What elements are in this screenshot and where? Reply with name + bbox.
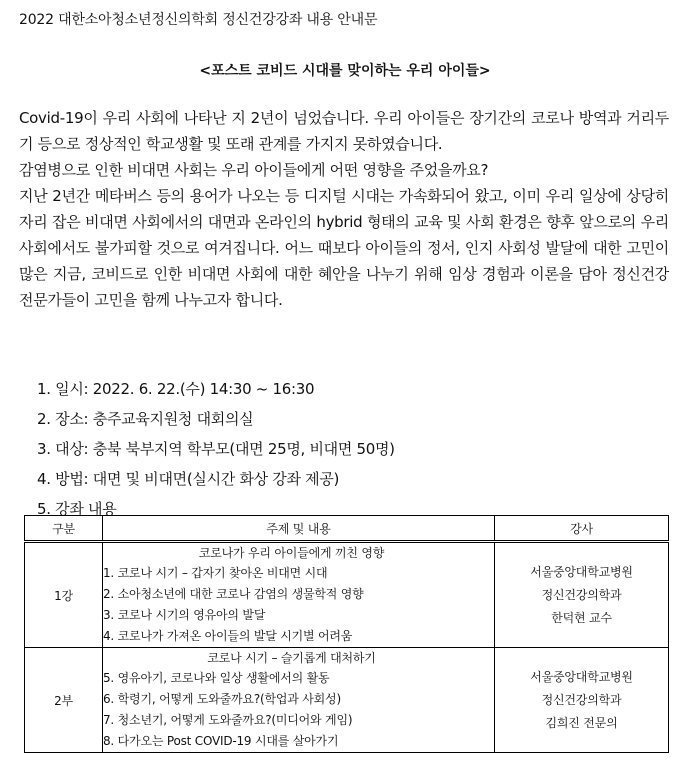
topic-item: 4. 코로나가 가져온 아이들의 발달 시기별 어려움 bbox=[103, 629, 353, 643]
topic-item: 1. 코로나 시기 – 갑자기 찾아온 비대면 시대 bbox=[103, 566, 328, 580]
topic-item: 7. 청소년기, 어떻게 도와줄까요?(미디어와 게임) bbox=[103, 713, 353, 727]
block-title: 코로나 시기 – 슬기롭게 대처하기 bbox=[207, 651, 376, 665]
detail-date: 1. 일시: 2022. 6. 22.(수) 14:30 ~ 16:30 bbox=[37, 380, 315, 398]
lecturer-cell bbox=[495, 648, 669, 753]
lecturer-hospital: 서울중앙대학교병원 bbox=[530, 669, 633, 684]
event-details-list bbox=[37, 374, 395, 524]
lecture-table bbox=[24, 515, 669, 753]
detail-method: 4. 방법: 대면 및 비대면(실시간 화상 강좌 제공) bbox=[37, 470, 340, 488]
column-header-topic: 주제 및 내용 bbox=[103, 516, 495, 542]
topic-item: 8. 다가오는 Post COVID-19 시대를 살아가기 bbox=[103, 734, 339, 748]
column-header-section: 구분 bbox=[25, 516, 103, 542]
detail-audience: 3. 대상: 충북 북부지역 학부모(대면 25명, 비대면 50명) bbox=[37, 440, 395, 458]
intro-paragraph-3: 지난 2년간 메타버스 등의 용어가 나오는 등 디지털 시대는 가속화되어 왔고, 이미 우리 일상에 상당히 자리 잡은 비대면 사회에서의 대면과 온라인의 hybrid 형태의 교육 및 사회 환경은 향후 앞으로의 우리 사회에서도 불가피할 것으로 여겨집니다. 어느 때보다 아이들의 정서, 인지 사회성 발달에 대한 고민이 많은 지금, 코비드로 인한 비대면 사회에 대한 혜안을 나누기 위해 임상 경험과 이론을 담아 정신건강 전문가들이 고민을 함께 나누고자 합니다. bbox=[19, 187, 669, 309]
content-cell bbox=[103, 542, 495, 648]
detail-location: 2. 장소: 충주교육지원청 대회의실 bbox=[37, 410, 254, 428]
lecturer-name: 한덕현 교수 bbox=[551, 610, 612, 625]
lecturer-department: 정신건강의학과 bbox=[541, 587, 622, 602]
section-cell: 1강 bbox=[25, 542, 103, 648]
document-title: <포스트 코비드 시대를 맞이하는 우리 아이들> bbox=[199, 63, 491, 79]
section-cell: 2부 bbox=[25, 648, 103, 753]
table-row bbox=[25, 648, 669, 753]
intro-paragraph-1: Covid-19이 우리 사회에 나타난 지 2년이 넘었습니다. 우리 아이들은 장기간의 코로나 방역과 거리두기 등으로 정상적인 학교생활 및 또래 관계를 가지지 못하였습니다. bbox=[19, 109, 669, 153]
topic-item: 2. 소아청소년에 대한 코로나 감염의 생물학적 영향 bbox=[103, 587, 364, 601]
content-cell bbox=[103, 648, 495, 753]
topic-item: 3. 코로나 시기의 영유아의 발달 bbox=[103, 608, 266, 622]
table-row bbox=[25, 542, 669, 648]
topic-item: 6. 학령기, 어떻게 도와줄까요?(학업과 사회성) bbox=[103, 692, 341, 706]
block-title: 코로나가 우리 아이들에게 끼친 영향 bbox=[198, 546, 385, 560]
document-header: 2022 대한소아청소년정신의학회 정신건강강좌 내용 안내문 bbox=[19, 12, 378, 28]
detail-lecture-content: 5. 강좌 내용 bbox=[37, 500, 117, 518]
intro-section bbox=[19, 105, 669, 313]
lecturer-hospital: 서울중앙대학교병원 bbox=[530, 564, 633, 579]
lecturer-name: 김희진 전문의 bbox=[545, 715, 618, 730]
lecturer-cell bbox=[495, 542, 669, 648]
lecturer-department: 정신건강의학과 bbox=[541, 692, 622, 707]
table-header-row bbox=[25, 516, 669, 542]
topic-item: 5. 영유아기, 코로나와 일상 생활에서의 활동 bbox=[103, 671, 330, 685]
column-header-lecturer: 강사 bbox=[495, 516, 669, 542]
intro-paragraph-2: 감염병으로 인한 비대면 사회는 우리 아이들에게 어떤 영향을 주었을까요? bbox=[19, 161, 489, 179]
